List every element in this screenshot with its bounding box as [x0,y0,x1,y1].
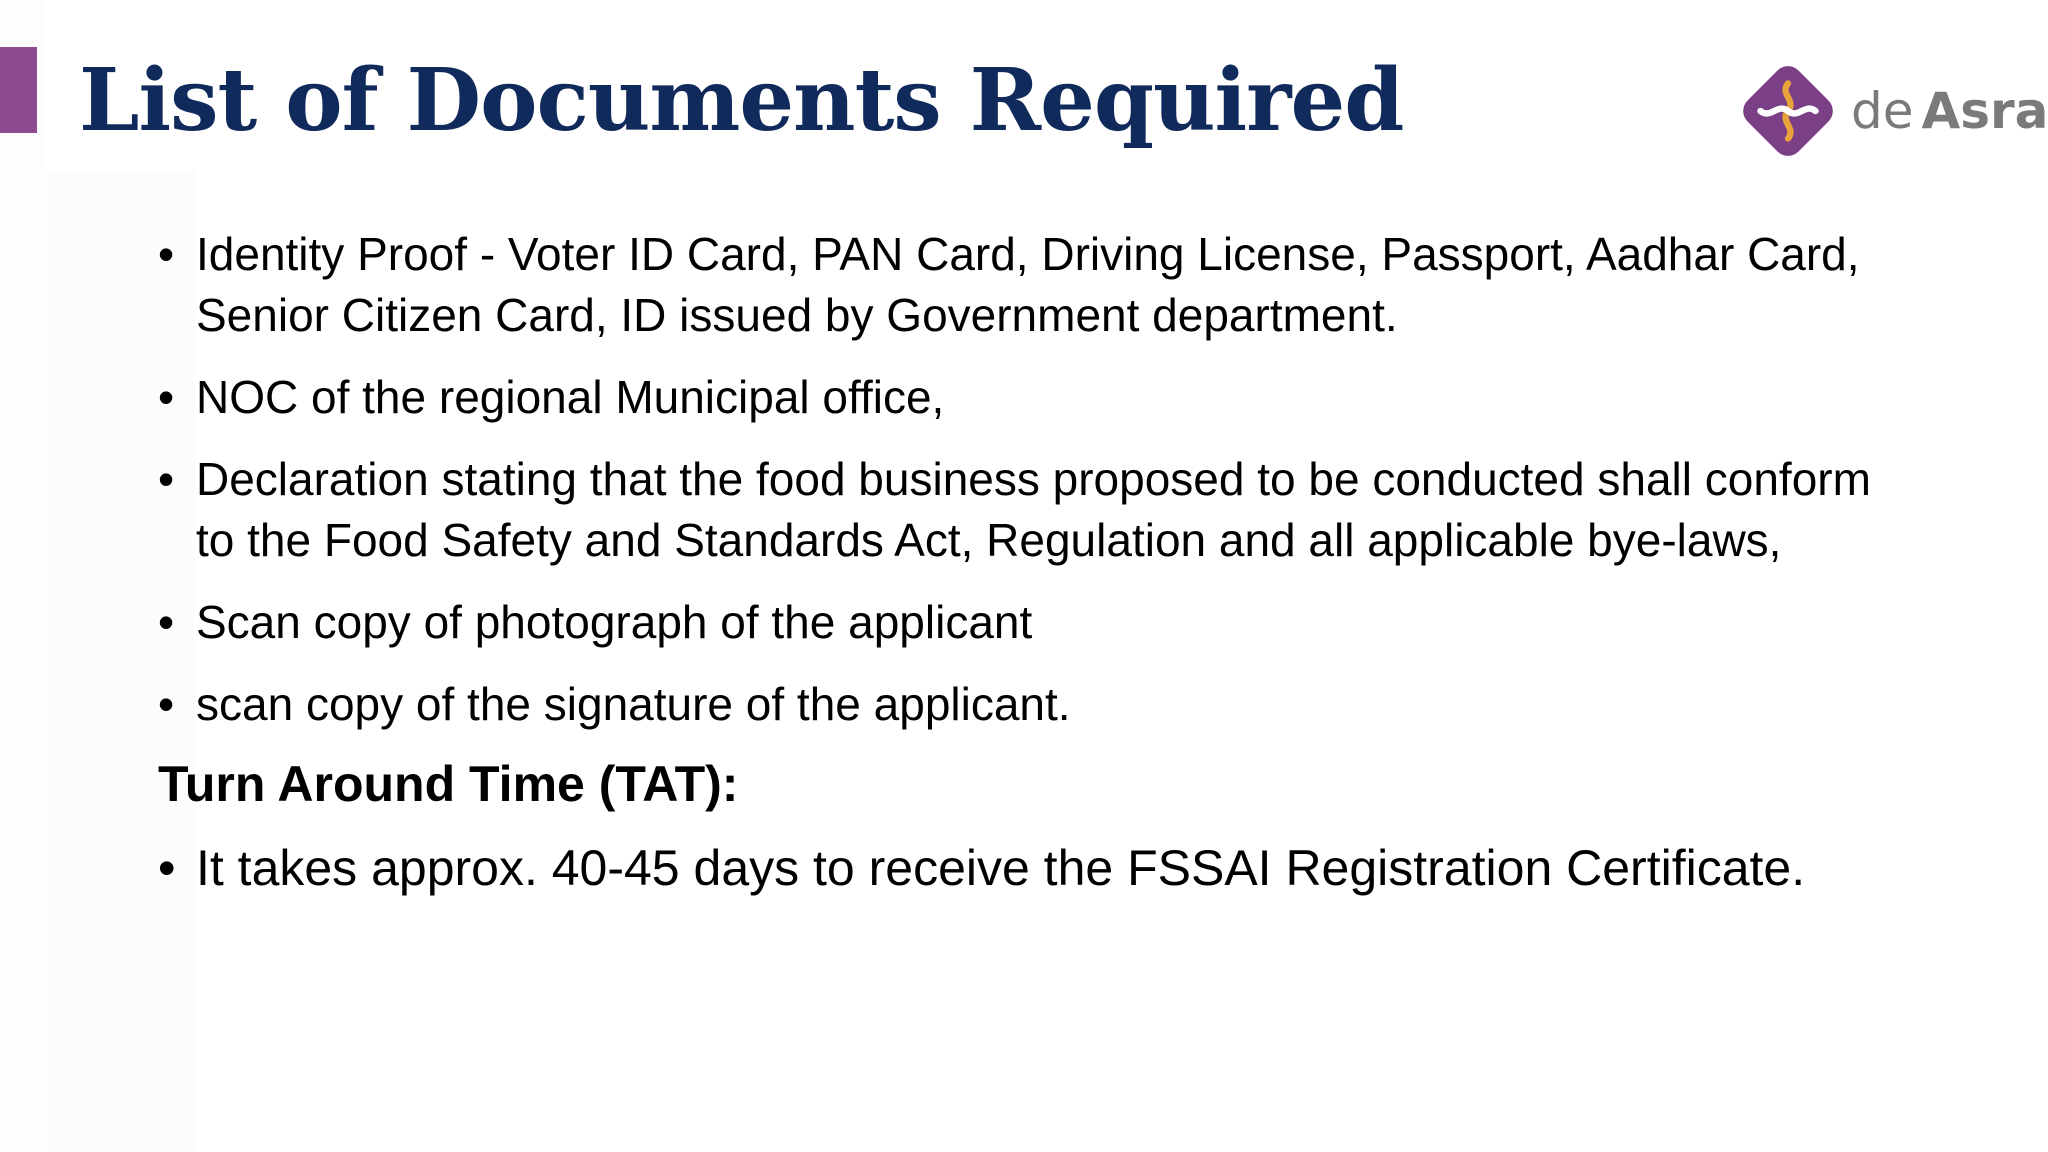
logo-text-de: de [1851,82,1914,140]
list-item-text: It takes approx. 40-45 days to receive the FSSAI Registration Certificate. [196,840,1806,896]
bullet-icon: • [158,228,175,280]
bullet-icon: • [158,840,176,896]
tat-list [158,836,1898,900]
list-item [158,224,1898,346]
documents-list [158,224,1898,735]
list-item-text: Scan copy of photograph of the applicant [196,596,1033,648]
bullet-icon: • [158,371,175,423]
logo-text [1851,82,2048,140]
logo-text-asra: Asra [1921,82,2048,140]
left-background-band [0,0,45,1152]
list-item-text: scan copy of the signature of the applicant. [196,678,1071,730]
list-item-text: Identity Proof - Voter ID Card, PAN Card, Driving License, Passport, Aadhar Card, Senior Citizen Card, ID issued by Government department. [196,228,1860,341]
list-item [158,674,1898,735]
bullet-icon: • [158,678,175,730]
list-item [158,592,1898,653]
tat-heading: Turn Around Time (TAT): [158,756,739,812]
list-item-text: NOC of the regional Municipal office, [196,371,945,423]
list-item [158,449,1898,571]
title-accent-bar [0,47,37,133]
list-item [158,836,1898,900]
deasra-logo-icon [1735,58,1841,164]
bullet-icon: • [158,596,175,648]
bullet-icon: • [158,453,175,505]
slide-content [158,224,1898,921]
deasra-logo [1735,58,2048,164]
list-item-text: Declaration stating that the food business proposed to be conducted shall conform to the Food Safety and Standards Act, Regulation and all applicable bye-laws, [196,453,1871,566]
page-title: List of Documents Required [79,50,1404,151]
list-item [158,367,1898,428]
